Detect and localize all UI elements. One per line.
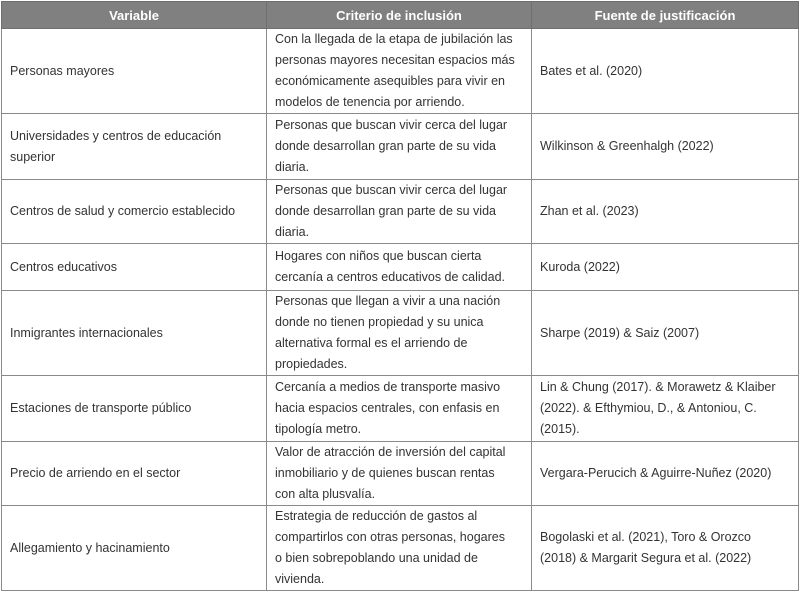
- table-row: [2, 442, 799, 506]
- cell-variable: Estaciones de transporte público: [2, 376, 267, 442]
- cell-variable: Precio de arriendo en el sector: [2, 442, 267, 506]
- cell-fuente: Sharpe (2019) & Saiz (2007): [532, 291, 799, 376]
- cell-variable: Allegamiento y hacinamiento: [2, 506, 267, 591]
- cell-criterio: Personas que llegan a vivir a una nación donde no tienen propiedad y su unica alternativa formal es el arriendo de propiedades.: [267, 291, 532, 376]
- cell-criterio: Personas que buscan vivir cerca del lugar donde desarrollan gran parte de su vida diaria.: [267, 180, 532, 244]
- header-criterio: Criterio de inclusión: [267, 2, 532, 29]
- table-row: [2, 376, 799, 442]
- cell-criterio: Con la llegada de la etapa de jubilación las personas mayores necesitan espacios más económicamente asequibles para vivir en modelos de tenencia por arriendo.: [267, 29, 532, 114]
- cell-fuente: Wilkinson & Greenhalgh (2022): [532, 114, 799, 180]
- cell-variable: Centros educativos: [2, 244, 267, 291]
- header-fuente: Fuente de justificación: [532, 2, 799, 29]
- cell-criterio: Estrategia de reducción de gastos al compartirlos con otras personas, hogares o bien sobrepoblando una unidad de vivienda.: [267, 506, 532, 591]
- cell-criterio: Personas que buscan vivir cerca del lugar donde desarrollan gran parte de su vida diaria.: [267, 114, 532, 180]
- table-row: [2, 29, 799, 114]
- header-variable: Variable: [2, 2, 267, 29]
- cell-variable: Universidades y centros de educación superior: [2, 114, 267, 180]
- cell-fuente: Bogolaski et al. (2021), Toro & Orozco (2018) & Margarit Segura et al. (2022): [532, 506, 799, 591]
- cell-fuente: Lin & Chung (2017). & Morawetz & Klaiber (2022). & Efthymiou, D., & Antoniou, C. (2015).: [532, 376, 799, 442]
- table-row: [2, 291, 799, 376]
- cell-criterio: Valor de atracción de inversión del capital inmobiliario y de quienes buscan rentas con alta plusvalía.: [267, 442, 532, 506]
- cell-variable: Personas mayores: [2, 29, 267, 114]
- cell-criterio: Hogares con niños que buscan cierta cercanía a centros educativos de calidad.: [267, 244, 532, 291]
- table-row: [2, 506, 799, 591]
- table-row: [2, 180, 799, 244]
- cell-variable: Centros de salud y comercio establecido: [2, 180, 267, 244]
- cell-fuente: Zhan et al. (2023): [532, 180, 799, 244]
- cell-fuente: Kuroda (2022): [532, 244, 799, 291]
- table-row: [2, 244, 799, 291]
- header-row: [2, 2, 799, 29]
- cell-criterio: Cercanía a medios de transporte masivo hacia espacios centrales, con enfasis en tipología metro.: [267, 376, 532, 442]
- cell-variable: Inmigrantes internacionales: [2, 291, 267, 376]
- cell-fuente: Vergara-Perucich & Aguirre-Nuñez (2020): [532, 442, 799, 506]
- table-row: [2, 114, 799, 180]
- inclusion-criteria-table: [1, 1, 799, 591]
- cell-fuente: Bates et al. (2020): [532, 29, 799, 114]
